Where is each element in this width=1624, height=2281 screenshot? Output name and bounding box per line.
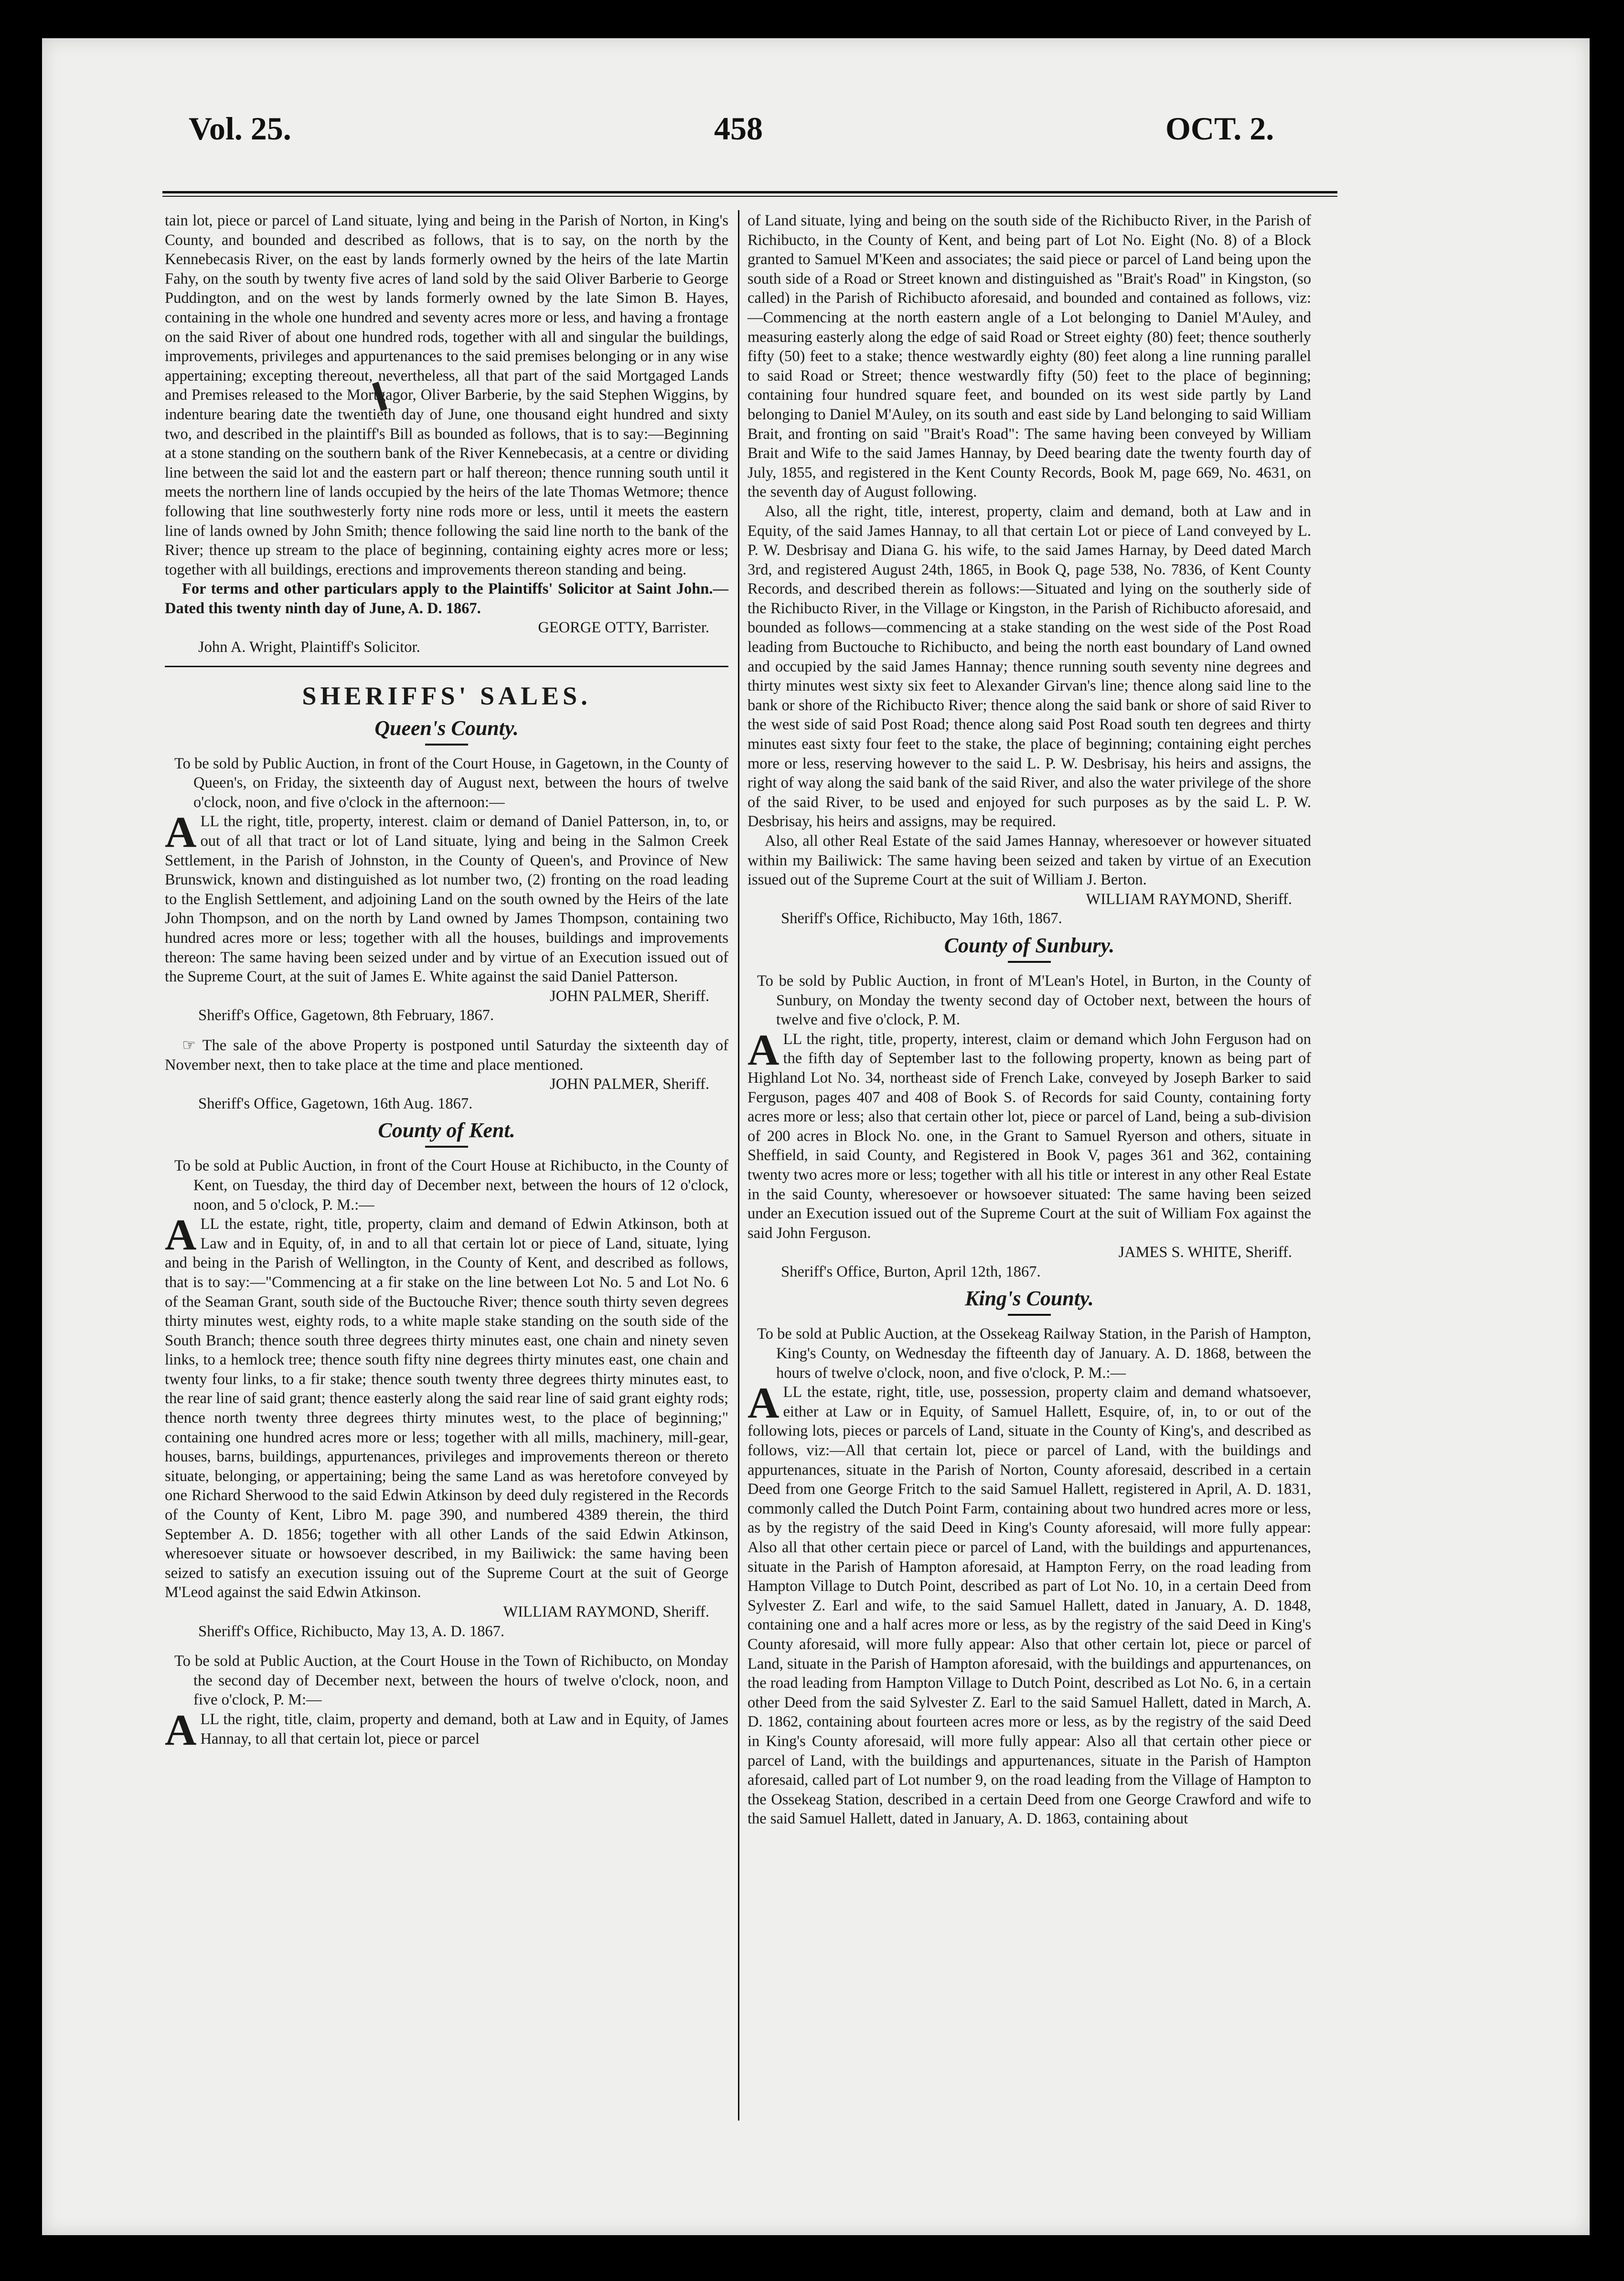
kent-office: Sheriff's Office, Richibucto, May 13, A. D. 1867. [198,1622,505,1640]
kent-continued-office: Sheriff's Office, Richibucto, May 16th, 1867. [781,910,1062,927]
queens-body [165,808,728,986]
kent-body-text: LL the estate, right, title, property, claim and demand of Edwin Atkinson, both at Law and in Equity, of, in and to all that certain lot or piece of Land, situate, lying and being in the Parish of Wellington, in the County of Kent, and described as follows, that is to say:—"Commencing at a fir stake on the line between Lot No. 5 and Lot No. 6 of the Seaman Grant, south side of the Buctouche River; thence south thirty seven degrees thirty minutes west, eighty rods, to a white maple stake standing on the south side of the South Branch; thence south three degrees thirty minutes east, one chain and ninety seven links, to a hemlock tree; thence south fifty nine degrees thirty minutes east, one chain and twenty four links, to a fir stake; thence south twenty three degrees thirty minutes east, to the rear line of said grant; thence easterly along the said rear line of said grant eighty rods; thence north twenty three degrees thirty minutes west, to the place of beginning;" containing one hundred acres more or less; together with all mills, machinery, mill-gear, houses, barns, buildings, appurtenances, privileges and improvements thereon or thereto situate, belonging, or appertaining; being the same Land as was heretofore conveyed by one Richard Sherwood to the said Edwin Atkinson by deed duly registered in the Records of the County of Kent, Libro M. page 390, and numbered 4389 therein, the third September A. D. 1856; together with all other Lands of the said Edwin Atkinson, wheresoever situate or howsoever described, in my Bailiwick: the same having been seized to satisfy an execution issuing out of the Supreme Court at the suit of George M'Leod against the said Edwin Atkinson. [165,1215,728,1601]
volume-number: Vol. 25. [189,110,291,147]
sunbury-body [748,1025,1311,1243]
sunbury-signature: JAMES S. WHITE, Sheriff. [1118,1244,1292,1261]
mortgage-notice-body: tain lot, piece or parcel of Land situate, lying and being in the Parish of Norton, in King's County, and bounded and described as follows, that is to say, on the north by the Kennebecasis River, on the east by lands formerly owned by the heirs of the late Martin Fahy, on the south by twenty five acres of land sold by the said Oliver Barberie to George Puddington, and on the west by lands formerly owned by the late Simon B. Hayes, containing in the whole one hundred and seventy acres more or less, and having a frontage on the said River of about one hundred rods, together with all and singular the buildings, improvements, privileges and appurtenances to the said premises belonging or in any wise appertaining; excepting thereout, nevertheless, all that part of the said Mortgaged Lands and Premises released to the Mortgagor, Oliver Barberie, by the said Stephen Wiggins, by indenture bearing date the twentieth day of June, one thousand eight hundred and sixty two, and described in the plaintiff's Bill as bounded as follows, that is to say:—Beginning at a stone standing on the southern bank of the River Kennebecasis, at a centre or dividing line between the said lot and the eastern part or half thereon; thence running south until it meets the northern line of lands occupied by the heirs of the late Thomas Wetmore; thence following that line southwesterly forty nine rods more or less, until it meets the eastern line of lands owned by John Smith; thence following the said line north to the bank of the River; thence up stream to the place of beginning, containing eighty acres more or less; together with all buildings, erections and improvements thereon standing and being. [165,212,728,578]
kent-signature: WILLIAM RAYMOND, Sheriff. [503,1603,709,1620]
page-number: 458 [714,110,763,147]
kings-county-heading: King's County. [965,1287,1094,1311]
page-header [143,110,1337,172]
drop-cap: A [748,1378,780,1428]
sunbury-body-text: LL the right, title, property, interest, claim or demand which John Ferguson had on the fifth day of September last to the following property, known as being part of Highland Lot No. 34, northeast side of French Lake, conveyed by Joseph Barker to said Ferguson, pages 407 and 408 of Book S. of Records for said County, containing forty acres more or less; also that certain other lot, piece or parcel of Land, being a sub-division of 200 acres in Block No. one, in the Grant to Samuel Ryerson and others, situate in Sheffield, in said County, and Registered in Book V, pages 361 and 362, containing twenty two acres more or less; together with all his title or interest in any other Real Estate in the said County, wheresoever or howsoever situated: The same having been seized under an Execution issued out of the Supreme Court at the suit of William Fox against the said John Ferguson. [748,1030,1311,1242]
kings-body [748,1378,1311,1829]
queens-county-heading: Queen's County. [374,716,519,740]
left-column [165,211,728,1754]
drop-cap: A [165,1210,197,1259]
kent-body [165,1210,728,1602]
solicitor-line: John A. Wright, Plaintiff's Solicitor. [198,639,420,656]
issue-date: OCT. 2. [1165,110,1274,147]
sunbury-county-heading: County of Sunbury. [944,933,1115,957]
column-divider [738,210,739,2121]
pointing-hand-icon: ☞ [182,1036,203,1054]
kings-body-text: LL the estate, right, title, use, possession, property claim and demand whatsoever, either at Law or in Equity, of Samuel Hallett, Esquire, of, in, to or out of the following lots, pieces or parcels of Land, situate in the County of King's, and described as follows, viz:—All that certain lot, piece or parcel of Land, with the buildings and appurtenances, situate in the Parish of Norton, County aforesaid, described in a certain Deed from one George Fritch to the said Samuel Hallett, registered in April, A. D. 1831, commonly called the Dutch Point Farm, containing about two hundred acres more or less, as by the registry of the said Deed in King's County aforesaid, will more fully appear: Also all that other certain piece or parcel of Land, with the buildings and appurtenances, situate in the Parish of Hampton aforesaid, at Hampton Ferry, on the road leading from Hampton Village to Dutch Point, described as part of Lot No. 10, in a certain Deed from Sylvester Z. Earl and wife, to the said Samuel Hallett, dated in January, A. D. 1848, containing one and a half acres more or less, as by the registry of the said Deed in King's County aforesaid, will more fully appear: Also that other certain lot, piece or parcel of Land, situate in the Parish of Hampton aforesaid, with the buildings and appurtenances, on the road leading from Hampton Village to Dutch Point, described as Lot No. 6, in a certain other Deed from the said Sylvester Z. Earl to the said Samuel Hallett, dated in March, A. D. 1862, containing about fourteen acres more or less, as by the registry of the said Deed in King's County aforesaid, will more fully appear: Also all that certain other piece or parcel of Land, with the buildings and appurtenances, situate in the Parish of Hampton aforesaid, called part of Lot number 9, on the road leading from the Village of Hampton to the Ossekeag Station, described in a certain Deed from one George Crawford and wife to the said Samuel Hallett, dated in January, A. D. 1863, containing about [748,1384,1311,1828]
section-title: SHERIFFS' SALES. [302,681,591,710]
header-rule-bottom [162,196,1337,197]
heading-rule [1008,1314,1051,1316]
kent-continued-body: of Land situate, lying and being on the south side of the Richibucto River, in the Parish of Richibucto, in the County of Kent, and being part of Lot No. Eight (No. 8) of a Block granted to Samuel M'Keen and associates; the said piece or parcel of Land being upon the south side of a Road or Street known and distinguished as "Brait's Road" in Kingston, (so called) in the Parish of Richibucto aforesaid, and bounded and contained as follows, viz:—Commencing at the north eastern angle of a Lot belonging to Daniel M'Auley, and measuring easterly along the edge of said Road or Street eighty (80) feet; thence southerly fifty (50) feet to a stake; thence westwardly eighty (80) feet along a line running parallel to said Road or Street; thence westwardly fifty (50) feet to the place of beginning; containing four hundred square feet, and bounded on its west side partly by Land belonging to Daniel M'Auley, on its south and east side by Land belonging to said William Brait, and fronting on said "Brait's Road": The same having been conveyed by William Brait and Wife to the said James Hannay, by Deed bearing date the twenty fourth day of July, 1855, and registered in the Kent County Records, Book M, page 669, No. 4631, on the seventh day of August following. [748,212,1311,501]
kent-body-2 [165,1705,728,1754]
queens-body-text: LL the right, title, property, interest. claim or demand of Daniel Patterson, in, to, or out of all that tract or lot of Land situate, lying and being in the Salmon Creek Settlement, in the Parish of Johnston, in the County of Queen's, and Province of New Brunswick, known and distinguished as lot number two, (2) fronting on the road leading to the English Settlement, and adjoining Land on the south owned by the Heirs of the late John Thompson, and on the north by Land owned by James Thompson, containing two hundred acres more or less; together with all the houses, buildings and improvements thereon: The same having been seized under and by virtue of an Execution issued out of the Supreme Court, at the suit of James E. White against the said Daniel Patterson. [165,813,728,986]
kent-continued-also-2: Also, all other Real Estate of the said James Hannay, wheresoever or however situated within my Bailiwick: The same having been seized and taken by virtue of an Execution issued out of the Supreme Court at the suit of William J. Berton. [748,832,1311,889]
heading-rule [425,1146,468,1148]
queens-postponed [165,1036,728,1075]
queens-postponed-text: The sale of the above Property is postponed until Saturday the sixteenth day of November next, then to take place at the time and place mentioned. [165,1036,728,1074]
kent-body-2-text: LL the right, title, claim, property and demand, both at Law and in Equity, of James Hannay, to all that certain lot, piece or parcel [200,1710,728,1748]
kings-intro: To be sold at Public Auction, at the Ossekeag Railway Station, in the Parish of Hampton, King's County, on Wednesday the fifteenth day of January. A. D. 1868, between the hours of twelve o'clock, noon, and five o'clock, P. M.:— [757,1325,1311,1382]
queens-office: Sheriff's Office, Gagetown, 8th February, 1867. [198,1007,494,1024]
kent-county-heading: County of Kent. [378,1119,515,1142]
barrister-signature: GEORGE OTTY, Barrister. [538,619,709,637]
header-rule-top [162,191,1337,193]
kent-intro-2: To be sold at Public Auction, at the Court House in the Town of Richibucto, on Monday the second day of December next, between the hours of twelve o'clock, noon, and five o'clock, P. M:— [174,1652,728,1709]
drop-cap: A [165,1705,197,1754]
kent-continued-signature: WILLIAM RAYMOND, Sheriff. [1086,890,1292,908]
sunbury-office: Sheriff's Office, Burton, April 12th, 1867. [781,1263,1041,1280]
kent-continued-also-1: Also, all the right, title, interest, property, claim and demand, both at Law and in Equity, of the said James Hannay, to all that certain Lot or piece of Land conveyed by L. P. W. Desbrisay and Diana G. his wife, to the said James Harnay, by Deed dated March 3rd, and registered August 24th, 1865, in Book Q, page 538, No. 7836, of Kent County Records, and described therein as follows:—Situated and lying on the southerly side of the Richibucto River, in the Village or Kingston, in the Parish of Richibucto aforesaid, and bounded as follows—commencing at a stake standing on the west side of the Post Road leading from Buctouche to Richibucto, and being the north east boundary of Land owned and occupied by the said James Hannay; thence running south seventy nine degrees and thirty minutes west sixty six feet to Alexander Girvan's line; thence along said line to the bank or shore of the Richibucto River; thence along the said bank or shore of said River to the west side of said Post Road; thence along said Post Road south ten degrees and thirty minutes east sixty four feet to the stake, the place of beginning; containing eight perches more or less, reserving however to the said L. P. W. Desbrisay, his heirs and assigns, the right of way along the said bank of the said River, and also the water privilege of the shore of the said River, to be used and enjoyed for such purposes as by the said L. P. W. Desbrisay, his heirs and assigns, may be required. [748,502,1311,831]
queens-intro: To be sold by Public Auction, in front of the Court House, in Gagetown, in the County of Queen's, on Friday, the sixteenth day of August next, between the hours of twelve o'clock, noon, and five o'clock in the afternoon:— [174,755,728,811]
kent-intro: To be sold at Public Auction, in front of the Court House at Richibucto, in the County of Kent, on Tuesday, the third day of December next, between the hours of 12 o'clock, noon, and 5 o'clock, P. M.:— [174,1157,728,1214]
drop-cap: A [165,808,197,857]
heading-rule [425,744,468,746]
right-column [748,211,1311,1829]
sunbury-intro: To be sold by Public Auction, in front of M'Lean's Hotel, in Burton, in the County of Sunbury, on Monday the twenty second day of October next, between the hours of twelve and five o'clock, P. M. [757,972,1311,1029]
heading-rule [1008,961,1051,963]
drop-cap: A [748,1025,780,1074]
queens-signature: JOHN PALMER, Sheriff. [549,987,709,1005]
mortgage-notice-terms: For terms and other particulars apply to the Plaintiffs' Solicitor at Saint John.—Dated this twenty ninth day of June, A. D. 1867. [165,580,728,617]
queens-office-2: Sheriff's Office, Gagetown, 16th Aug. 1867. [198,1095,473,1112]
queens-signature-2: JOHN PALMER, Sheriff. [549,1076,709,1093]
